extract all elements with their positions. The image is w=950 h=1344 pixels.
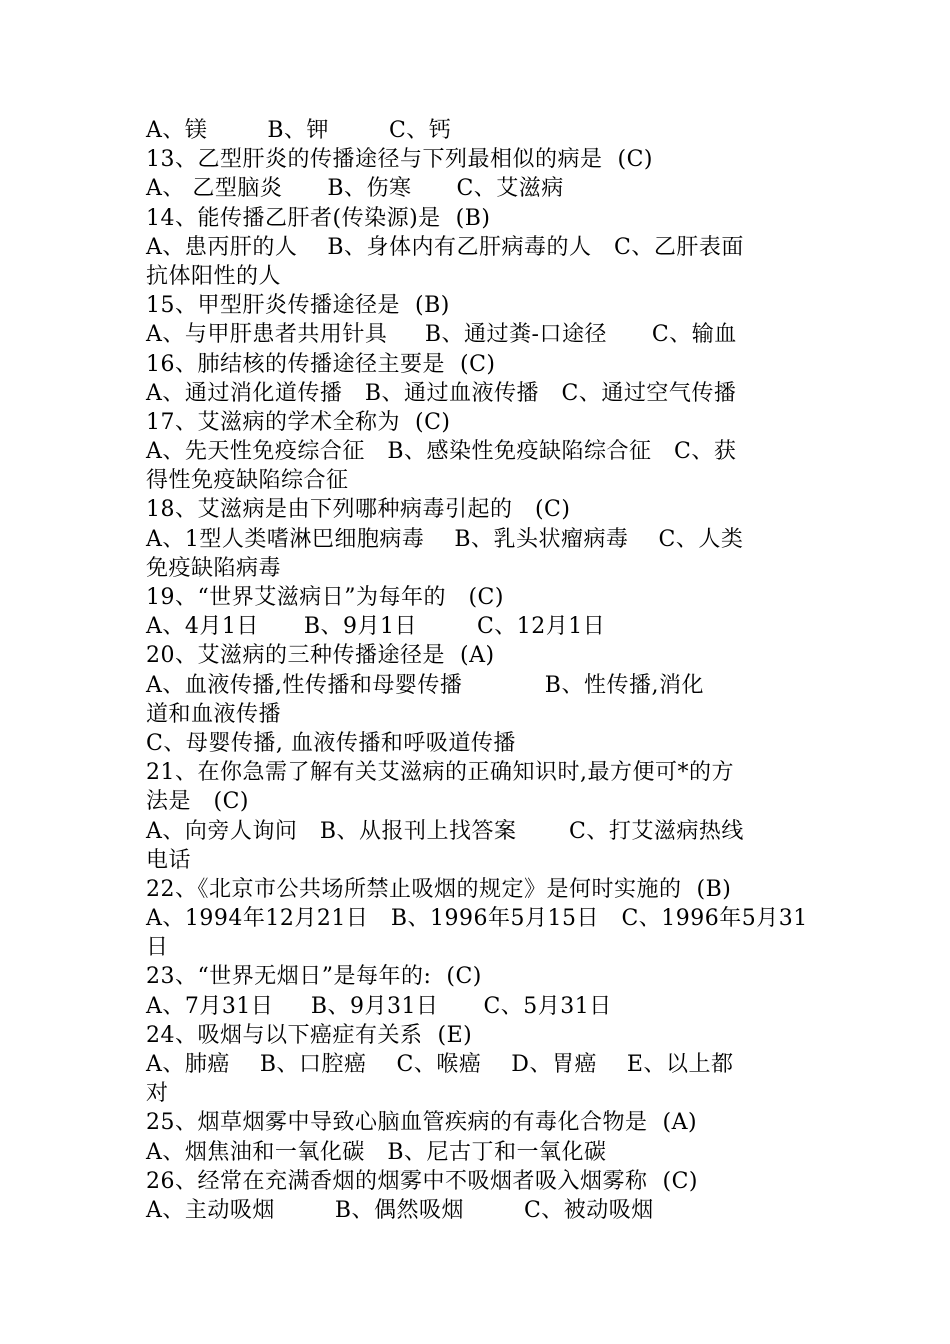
- text-line: A、4月1日 B、9月1日 C、12月1日: [146, 614, 606, 640]
- text-line: A、7月31日 B、9月31日 C、5月31日: [146, 993, 612, 1019]
- text-line: 21、在你急需了解有关艾滋病的正确知识时,最方便可*的方: [146, 760, 734, 786]
- text-line: 22、《北京市公共场所禁止吸烟的规定》是何时实施的 (B): [146, 876, 732, 902]
- text-line: 抗体阳性的人: [146, 263, 282, 289]
- text-line: 电话: [146, 847, 192, 873]
- text-line: A、烟焦油和一氧化碳 B、尼古丁和一氧化碳: [146, 1139, 607, 1165]
- text-line: 26、经常在充满香烟的烟雾中不吸烟者吸入烟雾称 (C): [146, 1168, 698, 1194]
- text-line: A、通过消化道传播 B、通过血液传播 C、通过空气传播: [146, 380, 737, 406]
- text-line: 免疫缺陷病毒: [146, 555, 282, 581]
- text-line: 25、烟草烟雾中导致心脑血管疾病的有毒化合物是 (A): [146, 1110, 698, 1136]
- text-line: A、镁 B、钾 C、钙: [146, 118, 452, 143]
- text-line: 19、“世界艾滋病日”为每年的 (C): [146, 585, 504, 610]
- text-line: A、向旁人询问 B、从报刊上找答案 C、打艾滋病热线: [146, 818, 744, 844]
- text-line: 13、乙型肝炎的传播途径与下列最相似的病是 (C): [146, 147, 653, 173]
- question-text-block: [146, 116, 810, 1225]
- text-line: 23、“世界无烟日”是每年的: (C): [146, 964, 482, 990]
- text-line: 对: [146, 1081, 169, 1107]
- text-line: 法是 (C): [146, 789, 249, 815]
- text-line: 日: [146, 935, 169, 961]
- text-line: A、 乙型脑炎 B、伤寒 C、艾滋病: [146, 176, 564, 202]
- text-line: 15、甲型肝炎传播途径是 (B): [146, 293, 450, 319]
- text-line: 17、艾滋病的学术全称为 (C): [146, 409, 451, 435]
- text-line: 16、肺结核的传播途径主要是 (C): [146, 351, 496, 377]
- text-line: A、与甲肝患者共用针具 B、通过粪-口途径 C、输血: [146, 322, 737, 348]
- text-line: 14、能传播乙肝者(传染源)是 (B): [146, 205, 491, 231]
- text-line: 20、艾滋病的三种传播途径是 (A): [146, 643, 495, 669]
- text-line: A、患丙肝的人 B、身体内有乙肝病毒的人 C、乙肝表面: [146, 234, 744, 260]
- text-line: 24、吸烟与以下癌症有关系 (E): [146, 1022, 473, 1048]
- text-line: A、1994年12月21日 B、1996年5月15日 C、1996年5月31: [146, 906, 808, 932]
- text-line: A、先天性免疫综合征 B、感染性免疫缺陷综合征 C、获: [146, 439, 737, 465]
- text-line: A、1型人类嗜淋巴细胞病毒 B、乳头状瘤病毒 C、人类: [146, 526, 744, 552]
- text-line: A、主动吸烟 B、偶然吸烟 C、被动吸烟: [146, 1197, 654, 1223]
- text-line: 道和血液传播: [146, 701, 282, 727]
- text-line: A、血液传播,性传播和母婴传播 B、性传播,消化: [146, 672, 704, 698]
- text-line: A、肺癌 B、口腔癌 C、喉癌 D、胃癌 E、以上都: [146, 1052, 734, 1077]
- text-line: 18、艾滋病是由下列哪种病毒引起的 (C): [146, 497, 571, 523]
- text-line: 得性免疫缺陷综合征: [146, 468, 349, 494]
- text-line: C、母婴传播, 血液传播和呼吸道传播: [146, 730, 516, 756]
